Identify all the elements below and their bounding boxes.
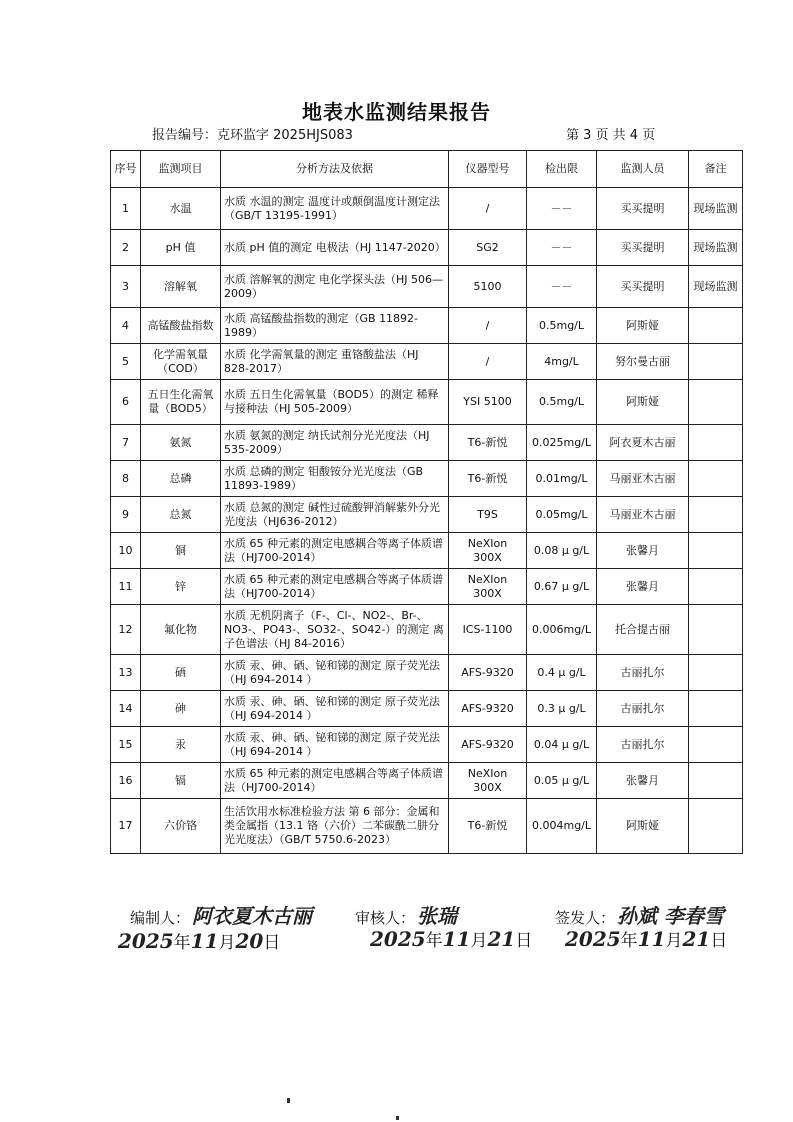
cell-note <box>689 799 743 854</box>
table-row <box>111 605 743 655</box>
results-body <box>111 188 743 854</box>
report-number: 报告编号：克环监字 2025HJS083 <box>152 128 353 143</box>
cell-item: pH 值 <box>141 230 221 266</box>
cell-method: 水质 化学需氧量的测定 重铬酸盐法（HJ 828-2017） <box>221 344 449 380</box>
cell-limit: －－ <box>527 230 597 266</box>
compiled-date: 2025年11月20日 <box>118 929 281 953</box>
cell-no: 7 <box>111 425 141 461</box>
table-row <box>111 266 743 308</box>
cell-item: 锌 <box>141 569 221 605</box>
table-row <box>111 230 743 266</box>
cell-note <box>689 569 743 605</box>
cell-instrument: AFS-9320 <box>449 727 527 763</box>
cell-no: 9 <box>111 497 141 533</box>
cell-limit: 0.4 μ g/L <box>527 655 597 691</box>
table-row <box>111 188 743 230</box>
cell-limit: 0.006mg/L <box>527 605 597 655</box>
cell-instrument: NeXIon 300X <box>449 569 527 605</box>
cell-no: 16 <box>111 763 141 799</box>
cell-item: 五日生化需氧量（BOD5） <box>141 380 221 425</box>
cell-staff: 买买提明 <box>597 230 689 266</box>
scan-speck <box>287 1098 290 1103</box>
cell-method: 水质 汞、砷、硒、铋和锑的测定 原子荧光法（HJ 694-2014 ） <box>221 655 449 691</box>
reviewed-date: 2025年11月21日 <box>370 927 533 951</box>
header-note: 备注 <box>689 151 743 188</box>
header-item: 监测项目 <box>141 151 221 188</box>
cell-limit: 0.3 μ g/L <box>527 691 597 727</box>
cell-method: 生活饮用水标准检验方法 第 6 部分：金属和类金属指（13.1 铬（六价）二苯碳酰二肼分光光度法）（GB/T 5750.6-2023） <box>221 799 449 854</box>
cell-instrument: T6-新悦 <box>449 799 527 854</box>
cell-instrument: 5100 <box>449 266 527 308</box>
cell-instrument: SG2 <box>449 230 527 266</box>
cell-note <box>689 605 743 655</box>
cell-no: 1 <box>111 188 141 230</box>
issued-label: 签发人： <box>555 909 616 927</box>
cell-limit: 0.01mg/L <box>527 461 597 497</box>
cell-note: 现场监测 <box>689 230 743 266</box>
cell-instrument: YSI 5100 <box>449 380 527 425</box>
cell-instrument: T6-新悦 <box>449 461 527 497</box>
cell-limit: 0.5mg/L <box>527 308 597 344</box>
compiled-label: 编制人： <box>130 909 191 927</box>
cell-note: 现场监测 <box>689 188 743 230</box>
table-row <box>111 727 743 763</box>
cell-limit: 0.04 μ g/L <box>527 727 597 763</box>
cell-note <box>689 727 743 763</box>
cell-method: 水质 水温的测定 温度计或颠倒温度计测定法（GB/T 13195-1991） <box>221 188 449 230</box>
cell-method: 水质 高锰酸盐指数的测定（GB 11892-1989） <box>221 308 449 344</box>
cell-note <box>689 533 743 569</box>
cell-instrument: T6-新悦 <box>449 425 527 461</box>
cell-staff: 阿衣夏木古丽 <box>597 425 689 461</box>
results-table <box>110 150 743 854</box>
cell-method: 水质 65 种元素的测定电感耦合等离子体质谱法（HJ700-2014） <box>221 533 449 569</box>
cell-item: 汞 <box>141 727 221 763</box>
cell-no: 8 <box>111 461 141 497</box>
reviewed-by <box>355 900 457 929</box>
issued-date: 2025年11月21日 <box>565 927 728 951</box>
table-row <box>111 461 743 497</box>
cell-limit: 0.67 μ g/L <box>527 569 597 605</box>
cell-no: 17 <box>111 799 141 854</box>
cell-staff: 阿斯娅 <box>597 799 689 854</box>
cell-no: 3 <box>111 266 141 308</box>
cell-limit: 0.5mg/L <box>527 380 597 425</box>
cell-note: 现场监测 <box>689 266 743 308</box>
issued-signature: 孙斌 李春雪 <box>617 904 724 928</box>
cell-staff: 张馨月 <box>597 569 689 605</box>
cell-method: 水质 五日生化需氧量（BOD5）的测定 稀释与接种法（HJ 505-2009） <box>221 380 449 425</box>
cell-method: 水质 pH 值的测定 电极法（HJ 1147-2020） <box>221 230 449 266</box>
report-title: 地表水监测结果报告 <box>302 100 491 124</box>
cell-no: 12 <box>111 605 141 655</box>
table-row <box>111 380 743 425</box>
compiled-by <box>130 900 312 929</box>
cell-method: 水质 总氮的测定 碱性过硫酸钾消解紫外分光光度法（HJ636-2012） <box>221 497 449 533</box>
cell-staff: 托合提古丽 <box>597 605 689 655</box>
cell-instrument: NeXIon 300X <box>449 533 527 569</box>
cell-staff: 买买提明 <box>597 266 689 308</box>
cell-note <box>689 425 743 461</box>
cell-item: 总氮 <box>141 497 221 533</box>
issued-by <box>555 900 724 929</box>
header-no: 序号 <box>111 151 141 188</box>
header-method: 分析方法及依据 <box>221 151 449 188</box>
header-limit: 检出限 <box>527 151 597 188</box>
cell-limit: 0.025mg/L <box>527 425 597 461</box>
cell-note <box>689 691 743 727</box>
cell-note <box>689 497 743 533</box>
reviewed-label: 审核人： <box>355 909 416 927</box>
cell-no: 2 <box>111 230 141 266</box>
cell-item: 六价铬 <box>141 799 221 854</box>
table-row <box>111 691 743 727</box>
header-staff: 监测人员 <box>597 151 689 188</box>
cell-method: 水质 总磷的测定 钼酸铵分光光度法（GB 11893-1989） <box>221 461 449 497</box>
cell-staff: 张馨月 <box>597 533 689 569</box>
cell-item: 砷 <box>141 691 221 727</box>
cell-staff: 马丽亚木古丽 <box>597 497 689 533</box>
cell-limit: 0.05 μ g/L <box>527 763 597 799</box>
cell-limit: －－ <box>527 188 597 230</box>
cell-method: 水质 溶解氧的测定 电化学探头法（HJ 506—2009） <box>221 266 449 308</box>
cell-instrument: / <box>449 188 527 230</box>
cell-no: 14 <box>111 691 141 727</box>
cell-method: 水质 汞、砷、硒、铋和锑的测定 原子荧光法（HJ 694-2014 ） <box>221 727 449 763</box>
cell-limit: －－ <box>527 266 597 308</box>
table-row <box>111 344 743 380</box>
cell-instrument: / <box>449 308 527 344</box>
cell-no: 11 <box>111 569 141 605</box>
cell-method: 水质 氨氮的测定 纳氏试剂分光光度法（HJ 535-2009） <box>221 425 449 461</box>
cell-item: 镉 <box>141 763 221 799</box>
cell-note <box>689 308 743 344</box>
cell-instrument: AFS-9320 <box>449 655 527 691</box>
scan-speck <box>396 1116 399 1120</box>
compiled-signature: 阿衣夏木古丽 <box>192 904 313 928</box>
cell-item: 化学需氧量（COD） <box>141 344 221 380</box>
cell-item: 氟化物 <box>141 605 221 655</box>
cell-item: 高锰酸盐指数 <box>141 308 221 344</box>
cell-item: 铜 <box>141 533 221 569</box>
cell-limit: 0.004mg/L <box>527 799 597 854</box>
cell-limit: 0.08 μ g/L <box>527 533 597 569</box>
cell-no: 4 <box>111 308 141 344</box>
cell-method: 水质 65 种元素的测定电感耦合等离子体质谱法（HJ700-2014） <box>221 569 449 605</box>
cell-note <box>689 655 743 691</box>
cell-item: 硒 <box>141 655 221 691</box>
cell-note <box>689 461 743 497</box>
cell-item: 溶解氧 <box>141 266 221 308</box>
cell-item: 水温 <box>141 188 221 230</box>
cell-staff: 马丽亚木古丽 <box>597 461 689 497</box>
header-instrument: 仪器型号 <box>449 151 527 188</box>
cell-limit: 4mg/L <box>527 344 597 380</box>
cell-instrument: / <box>449 344 527 380</box>
table-row <box>111 308 743 344</box>
cell-instrument: T9S <box>449 497 527 533</box>
cell-staff: 张馨月 <box>597 763 689 799</box>
cell-note <box>689 380 743 425</box>
page-number: 第 3 页 共 4 页 <box>566 128 656 143</box>
reviewed-signature: 张瑞 <box>417 904 458 928</box>
cell-no: 6 <box>111 380 141 425</box>
cell-staff: 古丽扎尔 <box>597 655 689 691</box>
table-row <box>111 763 743 799</box>
table-row <box>111 425 743 461</box>
cell-no: 15 <box>111 727 141 763</box>
cell-method: 水质 汞、砷、硒、铋和锑的测定 原子荧光法（HJ 694-2014 ） <box>221 691 449 727</box>
cell-instrument: NeXIon 300X <box>449 763 527 799</box>
cell-method: 水质 65 种元素的测定电感耦合等离子体质谱法（HJ700-2014） <box>221 763 449 799</box>
cell-limit: 0.05mg/L <box>527 497 597 533</box>
cell-staff: 阿斯娅 <box>597 380 689 425</box>
table-row <box>111 533 743 569</box>
cell-staff: 努尔曼古丽 <box>597 344 689 380</box>
table-row <box>111 569 743 605</box>
cell-staff: 买买提明 <box>597 188 689 230</box>
cell-staff: 阿斯娅 <box>597 308 689 344</box>
table-row <box>111 497 743 533</box>
cell-method: 水质 无机阴离子（F-、Cl-、NO2-、Br-、NO3-、PO43-、SO32-、SO42-）的测定 离子色谱法（HJ 84-2016） <box>221 605 449 655</box>
table-row <box>111 799 743 854</box>
cell-no: 10 <box>111 533 141 569</box>
cell-instrument: ICS-1100 <box>449 605 527 655</box>
table-header-row <box>111 151 743 188</box>
cell-item: 氨氮 <box>141 425 221 461</box>
cell-item: 总磷 <box>141 461 221 497</box>
cell-note <box>689 763 743 799</box>
cell-staff: 古丽扎尔 <box>597 727 689 763</box>
table-row <box>111 655 743 691</box>
cell-note <box>689 344 743 380</box>
cell-no: 13 <box>111 655 141 691</box>
cell-no: 5 <box>111 344 141 380</box>
cell-staff: 古丽扎尔 <box>597 691 689 727</box>
cell-instrument: AFS-9320 <box>449 691 527 727</box>
